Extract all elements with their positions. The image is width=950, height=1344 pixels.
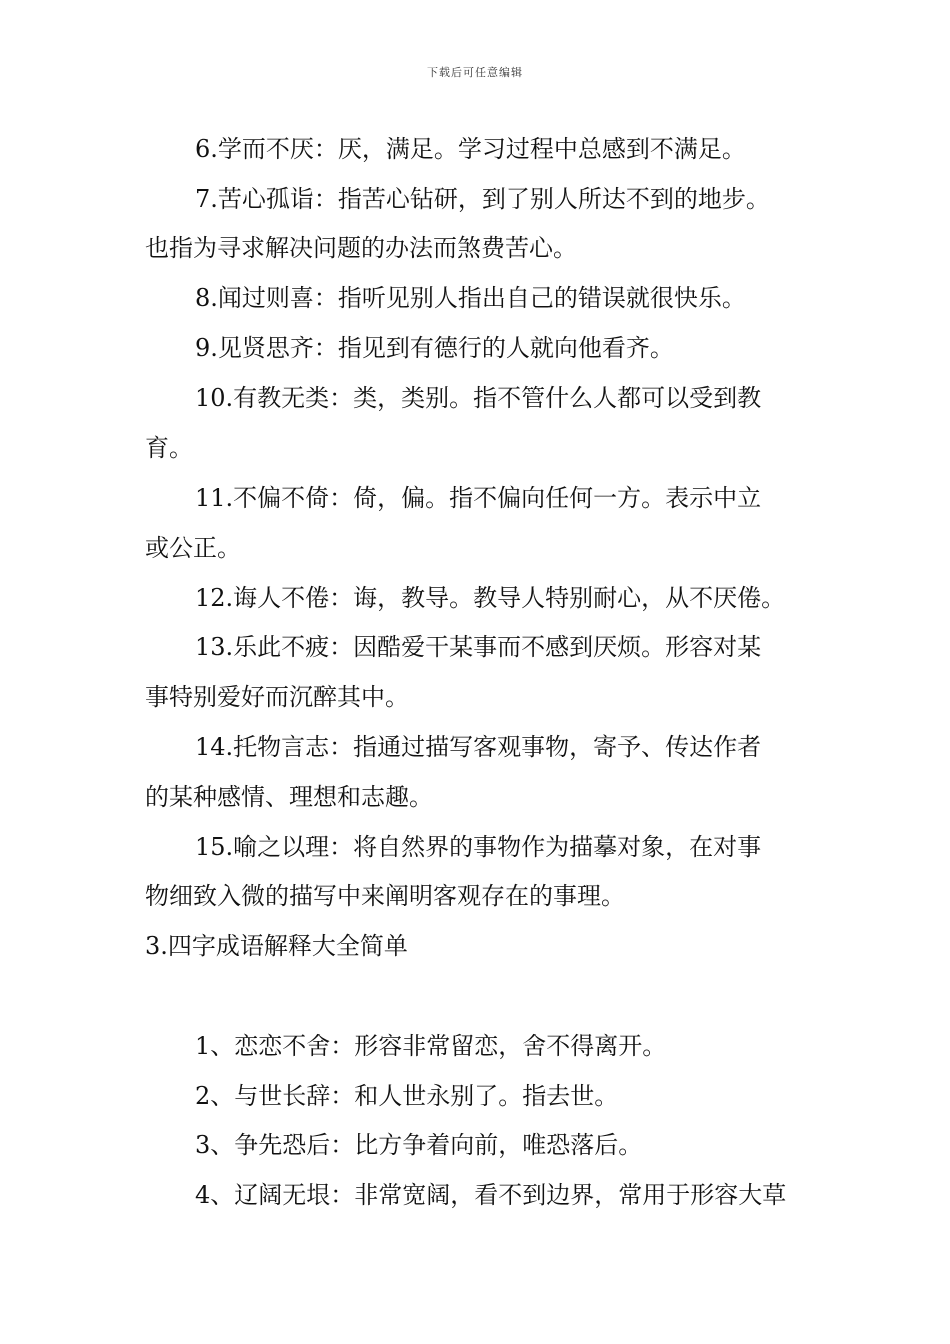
entry-line: 12.诲人不倦：诲，教导。教导人特别耐心，从不厌倦。 [195,584,786,612]
entry-line: 7.苦心孤诣：指苦心钻研，到了别人所达不到的地步。 [195,185,770,213]
entry-line: 10.有教无类：类，类别。指不管什么人都可以受到教 [195,384,762,412]
entry-line: 6.学而不厌：厌，满足。学习过程中总感到不满足。 [195,135,746,163]
entry-line: 11.不偏不倚：倚，偏。指不偏向任何一方。表示中立 [195,484,762,512]
entry-line-continuation: 或公正。 [145,534,241,562]
entry-line: 9.见贤思齐：指见到有德行的人就向他看齐。 [195,334,674,362]
entry-line-continuation: 事特别爱好而沉醉其中。 [145,683,409,711]
section-entry-line: 4、辽阔无垠：非常宽阔，看不到边界，常用于形容大草 [195,1181,787,1209]
entry-line: 13.乐此不疲：因酷爱干某事而不感到厌烦。形容对某 [195,633,762,661]
section-entry-line: 3、争先恐后：比方争着向前，唯恐落后。 [195,1131,643,1159]
entry-line-continuation: 物细致入微的描写中来阐明客观存在的事理。 [145,882,625,910]
header-note: 下载后可任意编辑 [427,66,523,79]
entry-line-continuation: 也指为寻求解决问题的办法而煞费苦心。 [145,234,577,262]
section-entry-line: 1、恋恋不舍：形容非常留恋，舍不得离开。 [195,1032,667,1060]
section-title: 3.四字成语解释大全简单 [145,932,408,960]
entry-line: 8.闻过则喜：指听见别人指出自己的错误就很快乐。 [195,284,746,312]
entry-line: 15.喻之以理：将自然界的事物作为描摹对象，在对事 [195,833,762,861]
entry-line-continuation: 的某种感情、理想和志趣。 [145,783,433,811]
section-entry-line: 2、与世长辞：和人世永别了。指去世。 [195,1082,619,1110]
entry-line-continuation: 育。 [145,434,193,462]
entry-line: 14.托物言志：指通过描写客观事物，寄予、传达作者 [195,733,762,761]
